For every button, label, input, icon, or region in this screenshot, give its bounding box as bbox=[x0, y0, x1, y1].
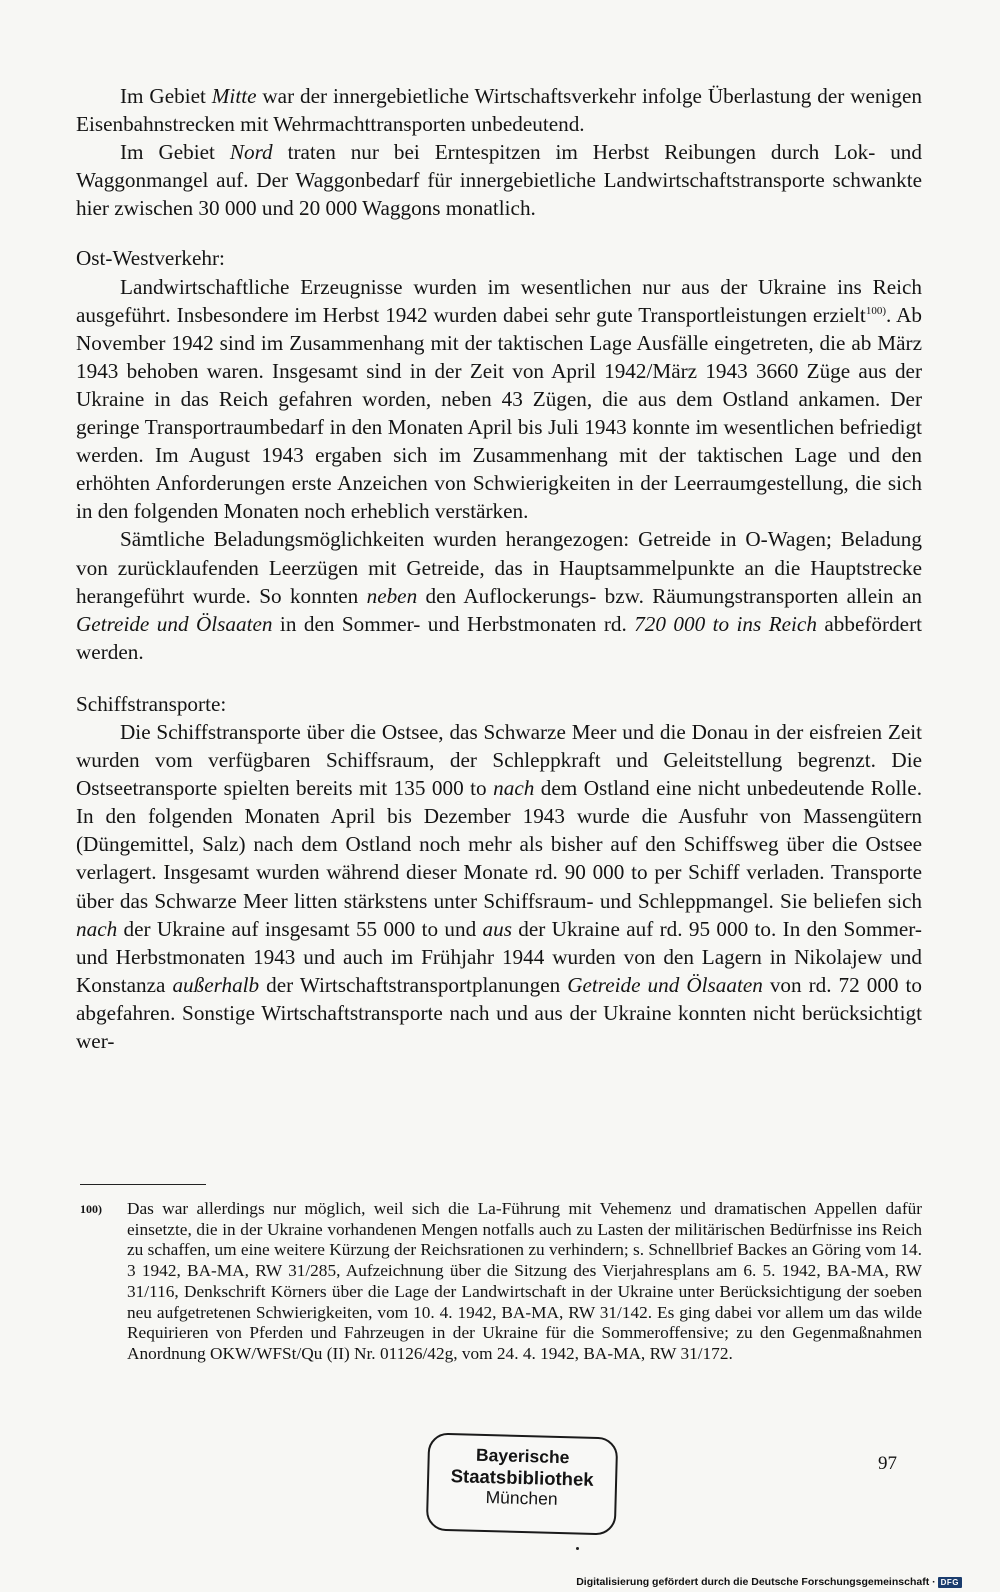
text-run: der Ukraine auf rd. 95 000 to. In den Sommer- und Herbstmonaten 1943 und auch im Frühjahr 1944 wurden von den Lagern in Nikolajew und Konstanza bbox=[76, 916, 922, 997]
stamp-line-1: Bayerische bbox=[475, 1444, 570, 1468]
text-run: von rd. 72 000 to abgefahren. Sonstige Wirtschaftstransporte nach und aus der Ukraine konnten nicht berücksichtigt wer- bbox=[76, 972, 922, 1053]
section-heading bbox=[76, 244, 922, 272]
paragraph bbox=[76, 273, 922, 526]
paragraph bbox=[76, 138, 922, 222]
text-run: Die Schiffstransporte über die Ostsee, das Schwarze Meer und die Donau in der eisfreien Zeit wurden vom verfügbaren Schiffsraum, der Schleppkraft und Geleitstellung begrenzt. Die Ostseetransporte spielten bereits mit 135 000 to bbox=[76, 719, 922, 801]
text-run: der Ukraine auf insgesamt 55 000 to und bbox=[117, 916, 483, 941]
italic-run: nach bbox=[76, 916, 118, 941]
page-number: 97 bbox=[878, 1453, 897, 1474]
stamp-line-2: Staatsbibliothek bbox=[450, 1465, 594, 1490]
text-run: Im Gebiet bbox=[120, 84, 212, 108]
text-run: Landwirtschaftliche Erzeugnisse wurden im wesentlichen nur aus der Ukraine ins Reich ausgeführt. Insbesondere im Herbst 1942 wurden dabei sehr gute Transportleistungen erzielt bbox=[76, 274, 922, 327]
text-run: Schiffstransporte: bbox=[76, 691, 227, 716]
text-run: der Wirtschaftstransportplanungen bbox=[259, 972, 568, 997]
body-text bbox=[76, 82, 922, 1055]
text-run: dem Ostland eine nicht unbedeutende Rolle. In den folgenden Monaten April bis Dezember 1943 wurde die Ausfuhr von Massengütern (Düngemittel, Salz) nach dem Ostland noch mehr als bisher auf den Schiffsweg über die Ostsee verlagert. Insgesamt wurden während dieser Monate rd. 90 000 to per Schiff verladen. Transporte über das Schwarze Meer litten stärkstens unter Schiffsraum- und Schleppmangel. Sie beliefen sich bbox=[76, 776, 922, 913]
italic-run: Getreide und Ölsaaten bbox=[76, 611, 273, 636]
paragraph bbox=[76, 718, 922, 1055]
italic-run: neben bbox=[366, 583, 418, 608]
text-run: . Ab November 1942 sind im Zusammenhang mit der taktischen Lage Ausfälle eingetreten, die ab März 1943 behoben waren. Insgesamt sind in der Zeit von April 1942/März 1943 3660 Züge aus der Ukraine in das Reich gefahren worden, neben 43 Zügen, die aus dem Ostland ankamen. Der geringe Transportraumbedarf in den Monaten April bis Juli 1943 konnte im wesentlichen befriedigt werden. Im August 1943 ergaben sich im Zusammenhang mit der taktischen Lage und den erhöhten Anforderungen erste Anzeichen von Schwierigkeiten in der Leerraumgestellung, die sich in den folgenden Monaten noch erheblich verstärken. bbox=[76, 302, 922, 524]
text-run: traten nur bei Erntespitzen im Herbst Reibungen durch Lok- und Waggonmangel auf. Der Waggonbedarf für innergebietliche Landwirtschaftstransporte schwankte hier zwischen 30 000 und 20 000 Waggons monatlich. bbox=[76, 140, 922, 221]
footnote-mark: 100) bbox=[80, 1202, 102, 1216]
text-run: in den Sommer- und Herbstmonaten rd. bbox=[272, 611, 635, 636]
text-run: abbefördert werden. bbox=[76, 611, 923, 664]
text-run: den Auflockerungs- bzw. Räumungstransporten allein an bbox=[417, 583, 923, 608]
italic-run: außerhalb bbox=[172, 972, 260, 997]
text-run: Sämtliche Beladungsmöglichkeiten wurden herangezogen: Getreide in O-Wagen; Beladung von zurücklaufenden Leerzügen mit Getreide, das in Hauptsammelpunkte an die Hauptstrecke herangeführt wurde. So konnten bbox=[76, 527, 922, 608]
italic-run: Getreide und Ölsaaten bbox=[567, 972, 763, 997]
text-run: war der innergebietliche Wirtschaftsverkehr infolge Überlastung der wenigen Eisenbahnstrecken mit Wehrmachttransporten unbedeutend. bbox=[76, 84, 922, 137]
stamp-dot bbox=[576, 1547, 579, 1550]
footnote-text: Das war allerdings nur möglich, weil sich die La-Führung mit Vehemenz und dramatischen Appellen dafür einsetzte, die in der Ukraine vorhandenen Mengen notfalls auch zu Lasten der militärischen Bedürfnisse ins Reich zu schaffen, um eine weitere Kürzung der Reichsrationen zu verhindern; s. Schnellbrief Backes an Göring vom 14. 3 1942, BA-MA, RW 31/285, Aufzeichnung über die Sitzung des Vierjahresplans am 6. 5. 1942, BA-MA, RW 31/116, Denkschrift Körners über die Lage der Landwirtschaft in der Ukraine unter Berücksichtigung der soeben neu aufgetretenen Schwierigkeiten, vom 10. 4. 1942, BA-MA, RW 31/142. Es ging dabei vor allem um das wilde Requirieren von Pferden und Fahrzeugen in der Ukraine für die Sommeroffensive; zu den Gegenmaßnahmen Anordnung OKW/WFSt/Qu (II) Nr. 01126/42g, vom 24. 4. 1942, BA-MA, RW 31/172. bbox=[127, 1199, 922, 1363]
paragraph bbox=[76, 82, 922, 138]
credit-text: Digitalisierung gefördert durch die Deutsche Forschungsgemeinschaft · bbox=[576, 1576, 936, 1588]
paragraph bbox=[76, 525, 922, 665]
italic-run: 720 000 to ins Reich bbox=[634, 611, 817, 636]
footnote-rule bbox=[80, 1184, 206, 1185]
italic-run: nach bbox=[493, 776, 535, 801]
digitization-credit bbox=[576, 1576, 962, 1588]
italic-run: Nord bbox=[229, 140, 273, 165]
library-stamp bbox=[426, 1433, 619, 1536]
footnote-reference: 100) bbox=[865, 304, 886, 317]
footnote-100 bbox=[80, 1199, 922, 1365]
italic-run: Mitte bbox=[211, 84, 257, 108]
text-run: Ost-Westverkehr: bbox=[76, 246, 225, 271]
italic-run: aus bbox=[482, 916, 512, 941]
text-run: Im Gebiet bbox=[120, 140, 230, 165]
stamp-line-3: München bbox=[485, 1487, 558, 1509]
dfg-logo-icon: DFG bbox=[938, 1577, 962, 1588]
section-heading bbox=[76, 690, 922, 718]
